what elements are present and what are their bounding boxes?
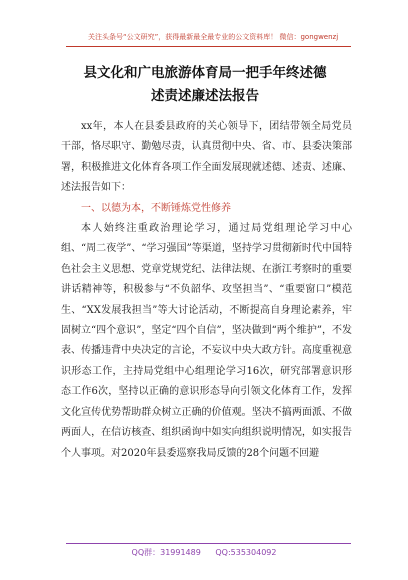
footer-divider (66, 543, 351, 544)
intro-paragraph: xx年，本人在县委县政府的关心领导下，团结带领全局党员干部，恪尽职守、勤勉尽责，认真贯彻中央、省、市、县委决策部署，积极推进文化体育各项工作全面发展现就述德、述责、述廉、述法报告如下： (61, 121, 352, 194)
title-line-1: 县文化和广电旅游体育局一把手年终述德 (83, 65, 327, 81)
footer-qq-group: QQ群：31991489 (131, 548, 201, 557)
section-heading: 一、以德为本，不断锤炼党性修养 (81, 202, 231, 214)
title-line-2: 述责述廉述法报告 (151, 88, 259, 104)
footer (0, 547, 408, 558)
document-title (60, 62, 350, 108)
footer-qq: QQ:535304092 (215, 548, 277, 557)
header-divider (66, 46, 351, 47)
document-body (61, 117, 352, 464)
body-paragraph: 本人始终注重政治理论学习，通过局党组理论学习中心组、“周二夜学”、“学习强国”等渠道，坚持学习贯彻新时代中国特色社会主义思想、党章党规党纪、法律法规、在浙江考察时的重要讲话精神等，积极参与“不负韶华、攻坚担当”、“重要窗口”模范生、“XX发展我担当”等大讨论活动，不断提高自身理论素养，牢固树立“四个意识”，坚定“四个自信”，坚决做到“两个维护”，不发表、传播违背中央决定的言论，不妄议中央大政方针。高度重视意识形态工作，主持局党组中心组理论学习16次，研究部署意识形态工作6次，坚持以正确的意识形态导向引领文化体育工作，发挥文化宣传优势帮助群众树立正确的价值观。坚决不搞两面派、不做两面人，在信访核查、组织函询中如实向组织说明情况，如实报告个人事项。对2020年县委巡察我局反馈的28个问题不回避 (61, 223, 352, 459)
header-banner: 关注头条号“公文研究”，获得最新最全最专业的公文资料库！ 微信：gongwenzj (88, 33, 339, 41)
